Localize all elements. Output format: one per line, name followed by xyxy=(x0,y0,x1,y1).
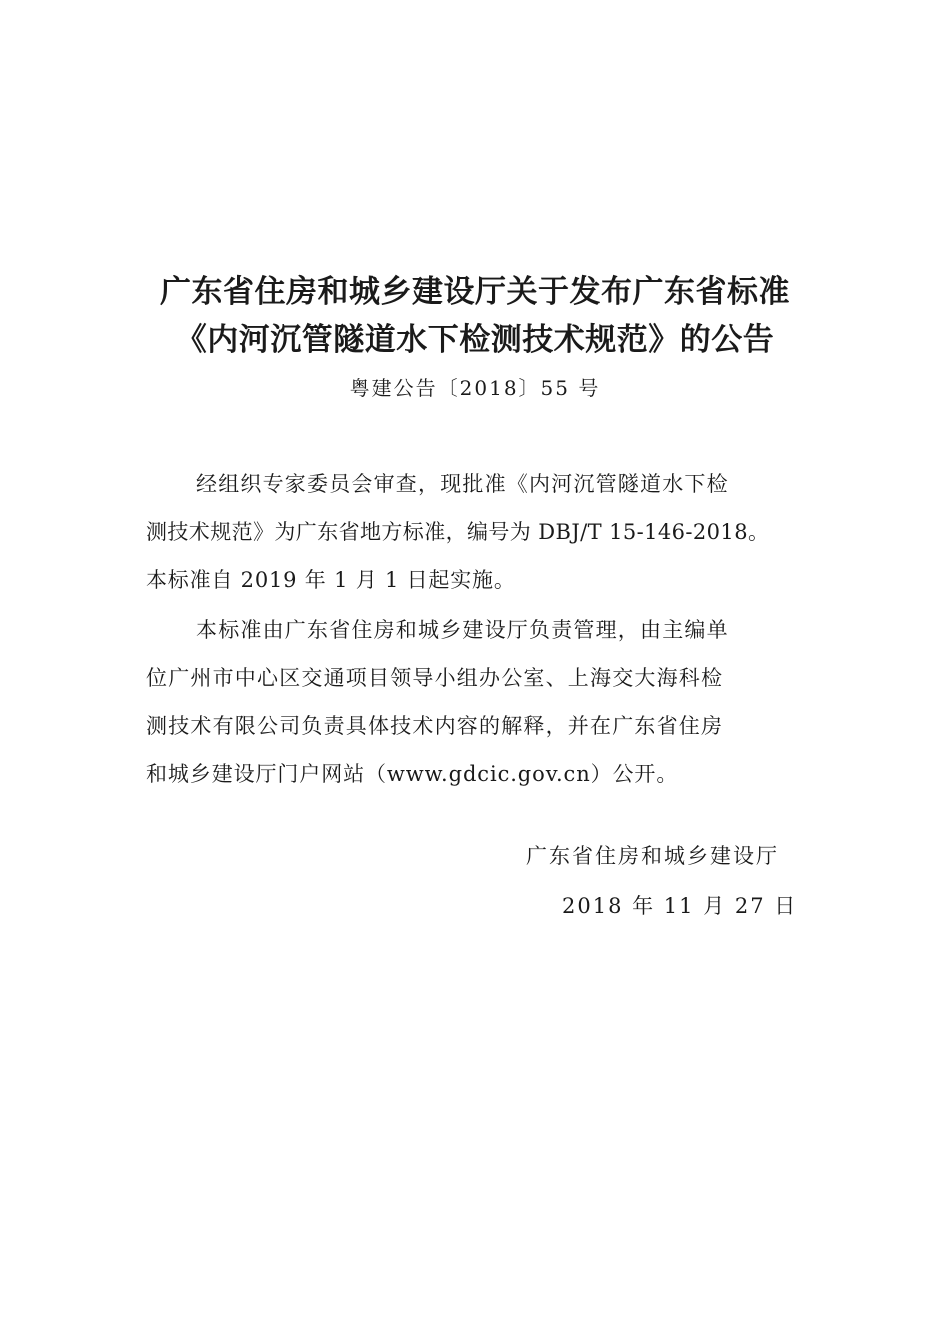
title-line-1: 广东省住房和城乡建设厅关于发布广东省标准 xyxy=(160,274,790,310)
issue-date: 2018 年 11 月 27 日 xyxy=(562,894,798,918)
paragraph-2-line-1: 本标准由广东省住房和城乡建设厅负责管理，由主编单 xyxy=(196,618,729,642)
issuer-name: 广东省住房和城乡建设厅 xyxy=(526,844,779,868)
document-number: 粤建公告〔2018〕55 号 xyxy=(349,376,601,400)
title-line-2: 《内河沉管隧道水下检测技术规范》的公告 xyxy=(175,322,775,358)
paragraph-2-line-4: 和城乡建设厅门户网站（www.gdcic.gov.cn）公开。 xyxy=(146,762,679,786)
paragraph-2-line-3: 测技术有限公司负责具体技术内容的解释，并在广东省住房 xyxy=(146,714,724,738)
paragraph-2-line-2: 位广州市中心区交通项目领导小组办公室、上海交大海科检 xyxy=(146,666,724,690)
paragraph-1-line-3: 本标准自 2019 年 1 月 1 日起实施。 xyxy=(146,568,516,592)
paragraph-1-line-2: 测技术规范》为广东省地方标准，编号为 DBJ/T 15-146-2018。 xyxy=(146,520,770,544)
paragraph-1-line-1: 经组织专家委员会审查，现批准《内河沉管隧道水下检 xyxy=(196,472,729,496)
